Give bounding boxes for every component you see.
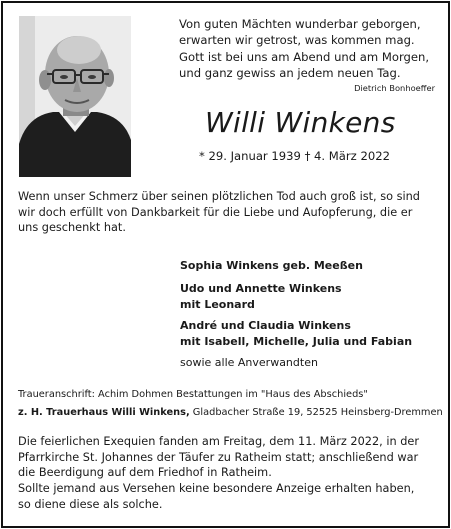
address-street: Gladbacher Straße 19, 52525 Heinsberg-Dremmen <box>189 407 443 418</box>
funeral-text <box>18 434 438 481</box>
mourner-children: mit Leonard <box>180 298 255 311</box>
mourner-entry-3 <box>180 318 412 350</box>
funeral-line: die Beerdigung auf dem Friedhof in Ratheim. <box>18 466 272 479</box>
funeral-line: Die feierlichen Exequien fanden am Freitag, dem 11. März 2022, in der <box>18 435 419 448</box>
mourner-name: Sophia Winkens geb. Meeßen <box>180 259 363 272</box>
poem <box>179 16 439 81</box>
notice-line: Sollte jemand aus Versehen keine besondere Anzeige erhalten haben, <box>18 482 415 495</box>
address-line-1: Traueranschrift: Achim Dohmen Bestattungen im "Haus des Abschieds" <box>18 389 368 400</box>
deceased-name: Willi Winkens <box>205 106 396 139</box>
notice-line: so diene diese als solche. <box>18 497 163 511</box>
funeral-line: Pfarrkirche St. Johannes der Täufer zu Ratheim statt; anschließend war <box>18 450 419 464</box>
poem-line: erwarten wir getrost, was kommen mag. <box>179 33 415 48</box>
life-dates: * 29. Januar 1939 † 4. März 2022 <box>199 149 390 163</box>
intro-text <box>18 189 438 236</box>
intro-line: uns geschenkt hat. <box>18 221 126 234</box>
mourner-entry-1 <box>180 258 363 274</box>
address-house: z. H. Trauerhaus Willi Winkens, <box>18 407 190 418</box>
relatives-line: sowie alle Anverwandten <box>180 356 318 369</box>
intro-line: Wenn unser Schmerz über seinen plötzlichen Tod auch groß ist, so sind <box>18 190 420 203</box>
mourner-children: mit Isabell, Michelle, Julia und Fabian <box>180 335 413 348</box>
mourner-name: André und Claudia Winkens <box>180 319 351 332</box>
poem-line: Gott ist bei uns am Abend und am Morgen, <box>179 49 430 64</box>
poem-line: Von guten Mächten wunderbar geborgen, <box>179 17 421 31</box>
mourner-entry-2 <box>180 281 342 313</box>
intro-line: wir doch erfüllt von Dankbarkeit für die Liebe und Aufopferung, die er <box>18 205 413 219</box>
poem-line: und ganz gewiss an jedem neuen Tag. <box>179 65 401 80</box>
portrait-photo <box>19 16 131 177</box>
poem-author: Dietrich Bonhoeffer <box>354 83 435 93</box>
notice-text <box>18 481 438 512</box>
mourner-name: Udo und Annette Winkens <box>180 282 342 295</box>
address-line-2 <box>18 407 443 418</box>
